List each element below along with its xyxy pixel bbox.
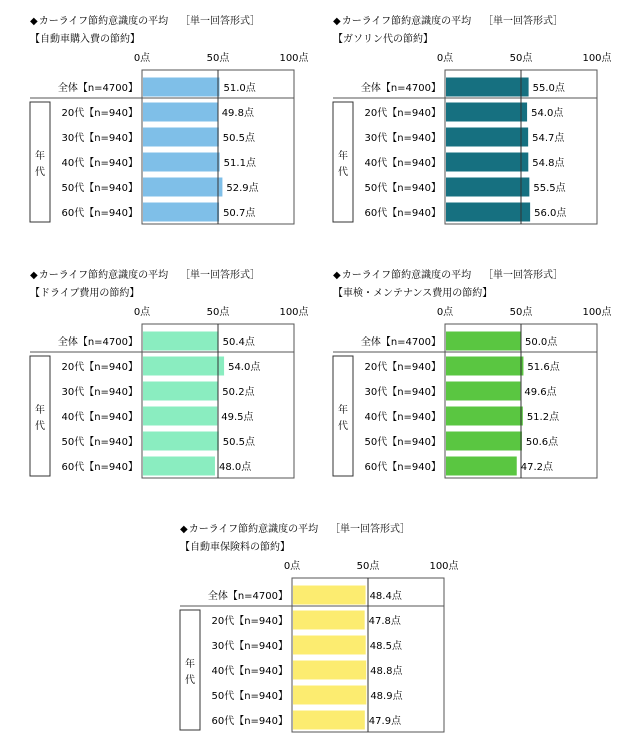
value-label: 48.8点 — [370, 666, 403, 677]
value-label: 49.8点 — [221, 108, 254, 119]
value-label: 54.7点 — [532, 133, 565, 144]
bar — [293, 686, 366, 705]
bar — [293, 611, 365, 630]
axis-tick-label: 100点 — [429, 561, 459, 572]
value-label: 47.8点 — [368, 616, 401, 627]
bar-chart — [333, 266, 633, 501]
age-group-bracket — [30, 356, 50, 476]
category-label: 40代【n=940】 — [61, 158, 138, 169]
value-label: 56.0点 — [534, 208, 567, 219]
age-group-label: 年 — [35, 405, 45, 416]
axis-tick-label: 100点 — [582, 307, 612, 318]
answer-format-note: ［単一回答形式］ — [180, 270, 260, 281]
axis-tick-label: 50点 — [206, 307, 230, 318]
axis-tick-label: 100点 — [582, 53, 612, 64]
axis-tick-label: 0点 — [133, 53, 151, 64]
category-label: 50代【n=940】 — [364, 183, 441, 194]
chart-subtitle: 【自動車購入費の節約】 — [30, 34, 140, 45]
age-group-label: 年 — [35, 151, 45, 162]
bar — [143, 357, 224, 376]
value-label: 55.0点 — [532, 83, 565, 94]
value-label: 50.6点 — [525, 437, 559, 448]
bar — [143, 382, 218, 401]
category-label: 50代【n=940】 — [211, 691, 288, 702]
bar — [446, 78, 529, 97]
value-label: 49.6点 — [524, 387, 557, 398]
chart-panel-purchase — [30, 12, 330, 247]
category-label: 40代【n=940】 — [211, 666, 288, 677]
category-label: 20代【n=940】 — [364, 362, 441, 373]
axis-tick-label: 0点 — [436, 307, 454, 318]
age-group-bracket — [180, 610, 200, 730]
bar — [293, 661, 366, 680]
category-label: 60代【n=940】 — [364, 462, 441, 473]
bar — [143, 78, 220, 97]
category-label: 全体【n=4700】 — [207, 591, 288, 602]
age-group-label: 代 — [185, 675, 195, 686]
bar — [446, 382, 520, 401]
category-label: 全体【n=4700】 — [360, 83, 441, 94]
value-label: 50.5点 — [222, 437, 256, 448]
chart-panel-maintenance — [333, 266, 633, 501]
value-label: 49.5点 — [221, 412, 254, 423]
value-label: 54.0点 — [531, 108, 564, 119]
bar-chart — [180, 520, 480, 755]
category-label: 20代【n=940】 — [364, 108, 441, 119]
bar — [143, 178, 222, 197]
axis-tick-label: 100点 — [279, 53, 309, 64]
age-group-bracket — [333, 356, 353, 476]
age-group-label: 代 — [35, 167, 45, 178]
value-label: 47.2点 — [520, 462, 554, 473]
axis-tick-label: 50点 — [509, 53, 533, 64]
axis-tick-label: 0点 — [283, 561, 301, 572]
age-group-label: 代 — [338, 421, 348, 432]
chart-title-text: カーライフ節約意識度の平均 — [341, 270, 472, 281]
chart-subtitle: 【自動車保険料の節約】 — [180, 542, 290, 553]
value-label: 50.4点 — [222, 337, 255, 348]
category-label: 60代【n=940】 — [364, 208, 441, 219]
bar-chart — [30, 12, 330, 247]
value-label: 48.0点 — [218, 462, 252, 473]
chart-panel-drive — [30, 266, 330, 501]
value-label: 48.9点 — [370, 691, 403, 702]
diamond-bullet-icon: ◆ — [30, 16, 38, 27]
category-label: 全体【n=4700】 — [57, 83, 138, 94]
bar — [293, 586, 366, 605]
bar — [446, 128, 528, 147]
bar-chart — [30, 266, 330, 501]
bar — [143, 203, 219, 222]
bar — [446, 457, 517, 476]
bar — [446, 203, 530, 222]
value-label: 50.5点 — [222, 133, 256, 144]
value-label: 50.2点 — [222, 387, 255, 398]
category-label: 40代【n=940】 — [364, 412, 441, 423]
age-group-label: 年 — [338, 151, 348, 162]
age-group-label: 年 — [338, 405, 348, 416]
category-label: 30代【n=940】 — [364, 133, 441, 144]
axis-tick-label: 50点 — [206, 53, 230, 64]
value-label: 55.5点 — [533, 183, 566, 194]
bar — [446, 178, 529, 197]
value-label: 51.2点 — [526, 412, 560, 423]
category-label: 全体【n=4700】 — [360, 337, 441, 348]
diamond-bullet-icon: ◆ — [180, 524, 188, 535]
category-label: 40代【n=940】 — [364, 158, 441, 169]
value-label: 50.7点 — [223, 208, 256, 219]
chart-subtitle: 【ガソリン代の節約】 — [333, 34, 433, 45]
category-label: 40代【n=940】 — [61, 412, 138, 423]
bar — [143, 432, 219, 451]
category-label: 50代【n=940】 — [61, 183, 138, 194]
category-label: 60代【n=940】 — [61, 208, 138, 219]
value-label: 51.0点 — [223, 83, 256, 94]
category-label: 30代【n=940】 — [211, 641, 288, 652]
chart-title-text: カーライフ節約意識度の平均 — [38, 16, 169, 27]
bar — [143, 103, 218, 122]
value-label: 48.4点 — [369, 591, 402, 602]
age-group-bracket — [30, 102, 50, 222]
category-label: 50代【n=940】 — [61, 437, 138, 448]
diamond-bullet-icon: ◆ — [333, 16, 341, 27]
bar — [446, 407, 523, 426]
axis-tick-label: 100点 — [279, 307, 309, 318]
bar — [143, 153, 220, 172]
bar — [293, 711, 365, 730]
value-label: 51.6点 — [527, 362, 560, 373]
category-label: 20代【n=940】 — [61, 362, 138, 373]
axis-tick-label: 0点 — [436, 53, 454, 64]
bar — [446, 357, 523, 376]
bar — [143, 457, 215, 476]
bar — [293, 636, 366, 655]
diamond-bullet-icon: ◆ — [333, 270, 341, 281]
bar — [446, 153, 528, 172]
category-label: 30代【n=940】 — [61, 133, 138, 144]
chart-title-text: カーライフ節約意識度の平均 — [188, 524, 319, 535]
age-group-label: 代 — [338, 167, 348, 178]
axis-tick-label: 0点 — [133, 307, 151, 318]
bar — [446, 332, 521, 351]
axis-tick-label: 50点 — [356, 561, 380, 572]
bar — [446, 103, 527, 122]
category-label: 30代【n=940】 — [364, 387, 441, 398]
answer-format-note: ［単一回答形式］ — [483, 270, 563, 281]
category-label: 60代【n=940】 — [61, 462, 138, 473]
answer-format-note: ［単一回答形式］ — [330, 524, 410, 535]
category-label: 50代【n=940】 — [364, 437, 441, 448]
chart-panel-gasoline — [333, 12, 633, 247]
value-label: 51.1点 — [223, 158, 256, 169]
chart-title-text: カーライフ節約意識度の平均 — [38, 270, 169, 281]
value-label: 48.5点 — [369, 641, 402, 652]
category-label: 20代【n=940】 — [61, 108, 138, 119]
diamond-bullet-icon: ◆ — [30, 270, 38, 281]
category-label: 60代【n=940】 — [211, 716, 288, 727]
category-label: 20代【n=940】 — [211, 616, 288, 627]
category-label: 全体【n=4700】 — [57, 337, 138, 348]
bar — [143, 128, 219, 147]
age-group-label: 代 — [35, 421, 45, 432]
chart-title-text: カーライフ節約意識度の平均 — [341, 16, 472, 27]
value-label: 47.9点 — [368, 716, 402, 727]
bar-chart — [333, 12, 633, 247]
chart-subtitle: 【ドライブ費用の節約】 — [30, 288, 140, 299]
bar — [446, 432, 522, 451]
age-group-bracket — [333, 102, 353, 222]
bar — [143, 332, 219, 351]
answer-format-note: ［単一回答形式］ — [483, 16, 563, 27]
value-label: 54.0点 — [228, 362, 261, 373]
bar — [143, 407, 217, 426]
value-label: 54.8点 — [532, 158, 565, 169]
chart-panel-insurance — [180, 520, 480, 755]
axis-tick-label: 50点 — [509, 307, 533, 318]
answer-format-note: ［単一回答形式］ — [180, 16, 260, 27]
age-group-label: 年 — [185, 659, 195, 670]
value-label: 52.9点 — [226, 183, 259, 194]
chart-subtitle: 【車検・メンテナンス費用の節約】 — [333, 288, 493, 299]
value-label: 50.0点 — [525, 337, 558, 348]
category-label: 30代【n=940】 — [61, 387, 138, 398]
